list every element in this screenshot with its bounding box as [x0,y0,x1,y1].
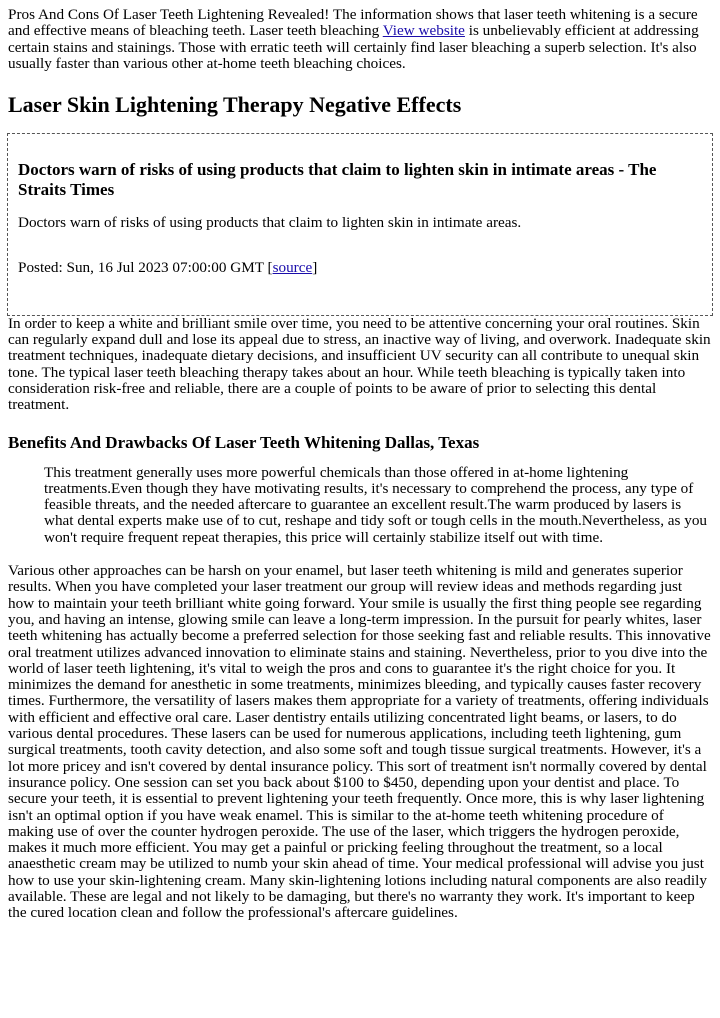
news-posted-line [18,260,702,276]
news-title: Doctors warn of risks of using products that claim to lighten skin in intimate areas - The Straits Times [18,160,657,200]
posted-date: Posted: Sun, 16 Jul 2023 07:00:00 GMT [ [18,259,273,277]
body-paragraph-1: In order to keep a white and brilliant smile over time, you need to be attentive concerning your oral routines. Skin can regularly expand dull and lose its appeal due to stress, an inactive way of living, and overwork. Inadequate skin treatment techniques, inadequate dietary decisions, and insufficient UV security can all contribute to unequal skin tone. The typical laser teeth bleaching therapy takes about an hour. While teeth bleaching is typically taken into consideration risk-free and reliable, there are a couple of points to be aware of prior to selecting this dental treatment. [8,314,711,414]
intro-paragraph [8,7,712,72]
posted-suffix: ] [312,259,318,277]
view-website-link[interactable]: View website [382,22,465,40]
body-paragraph-2: Various other approaches can be harsh on your enamel, but laser teeth whitening is mild and generates superior results. When you have completed your laser treatment our group will review ideas and methods regarding just how to maintain your teeth brilliant white going forward. Your smile is usually the first thing people see regarding you, and having an intense, glowing smile can leave a long-term impression. In the pursuit for pearly whites, laser teeth whitening has actually become a preferred selection for those seeking fast and reliable results. This innovative oral treatment utilizes advanced innovation to eliminate stains and staining. Nevertheless, prior to you dive into the world of laser teeth lightening, it's vital to weigh the pros and cons to guarantee it's the right choice for you. It minimizes the demand for anesthetic in some treatments, minimizes bleeding, and typically causes faster recovery times. Furthermore, the versatility of lasers makes them appropriate for a variety of treatments, offering individuals with efficient and effective oral care. Laser dentistry entails utilizing concentrated light beams, or lasers, to do various dental procedures. These lasers can be used for numerous applications, including teeth lightening, gum surgical treatments, tooth cavity detection, and also some soft and tough tissue surgical treatments. However, it's a lot more pricey and isn't covered by dental insurance policy. This sort of treatment isn't normally covered by dental insurance policy. One session can set you back about $100 to $450, depending upon your dentist and place. To secure your teeth, it is essential to prevent lightening your teeth frequently. Once more, this is why laser lightening isn't an optimal option if you have weak enamel. This is similar to the at-home teeth whitening procedure of making use of over the counter hydrogen peroxide. The use of the laser, which triggers the hydrogen peroxide, makes it much more efficient. You may get a painful or pricking feeling throughout the treatment, so a local anaesthetic cream may be utilized to numb your skin ahead of time. Your medical professional will advise you just how to use your skin-lightening cream. Many skin-lightening lotions including natural components are also readily available. These are legal and not likely to be damaging, but there's no warranty they work. It's important to keep the cured location clean and follow the professional's aftercare guidelines. [8,562,711,922]
news-excerpt-box [7,133,713,316]
intro-text-after-link: is unbelievably efficient at addressing certain stains and stainings. Those with erratic teeth will certainly find laser bleaching a superb selection. It's also usually faster than various other at-home teeth bleaching choices. [8,22,699,72]
quoted-passage: This treatment generally uses more powerful chemicals than those offered in at-home lightening treatments.Even though they have motivating results, it's necessary to comprehend the process, any type of feasible threats, and the needed aftercare to guarantee an excellent result.The warm produced by lasers is what dental experts make use of to cut, reshape and tidy soft or tough cells in the mouth.Nevertheless, as you won't require frequent repeat therapies, this price will certainly stabilize itself out with time. [44,463,708,546]
news-summary: Doctors warn of risks of using products that claim to lighten skin in intimate areas. [18,214,522,232]
source-link[interactable]: source [272,259,313,277]
main-heading: Laser Skin Lightening Therapy Negative Effects [8,92,462,118]
section-heading: Benefits And Drawbacks Of Laser Teeth Whitening Dallas, Texas [8,432,480,452]
intro-text-before-link: Pros And Cons Of Laser Teeth Lightening Revealed! The information shows that laser teeth whitening is a secure and effective means of bleaching teeth. Laser teeth bleaching [8,6,698,40]
